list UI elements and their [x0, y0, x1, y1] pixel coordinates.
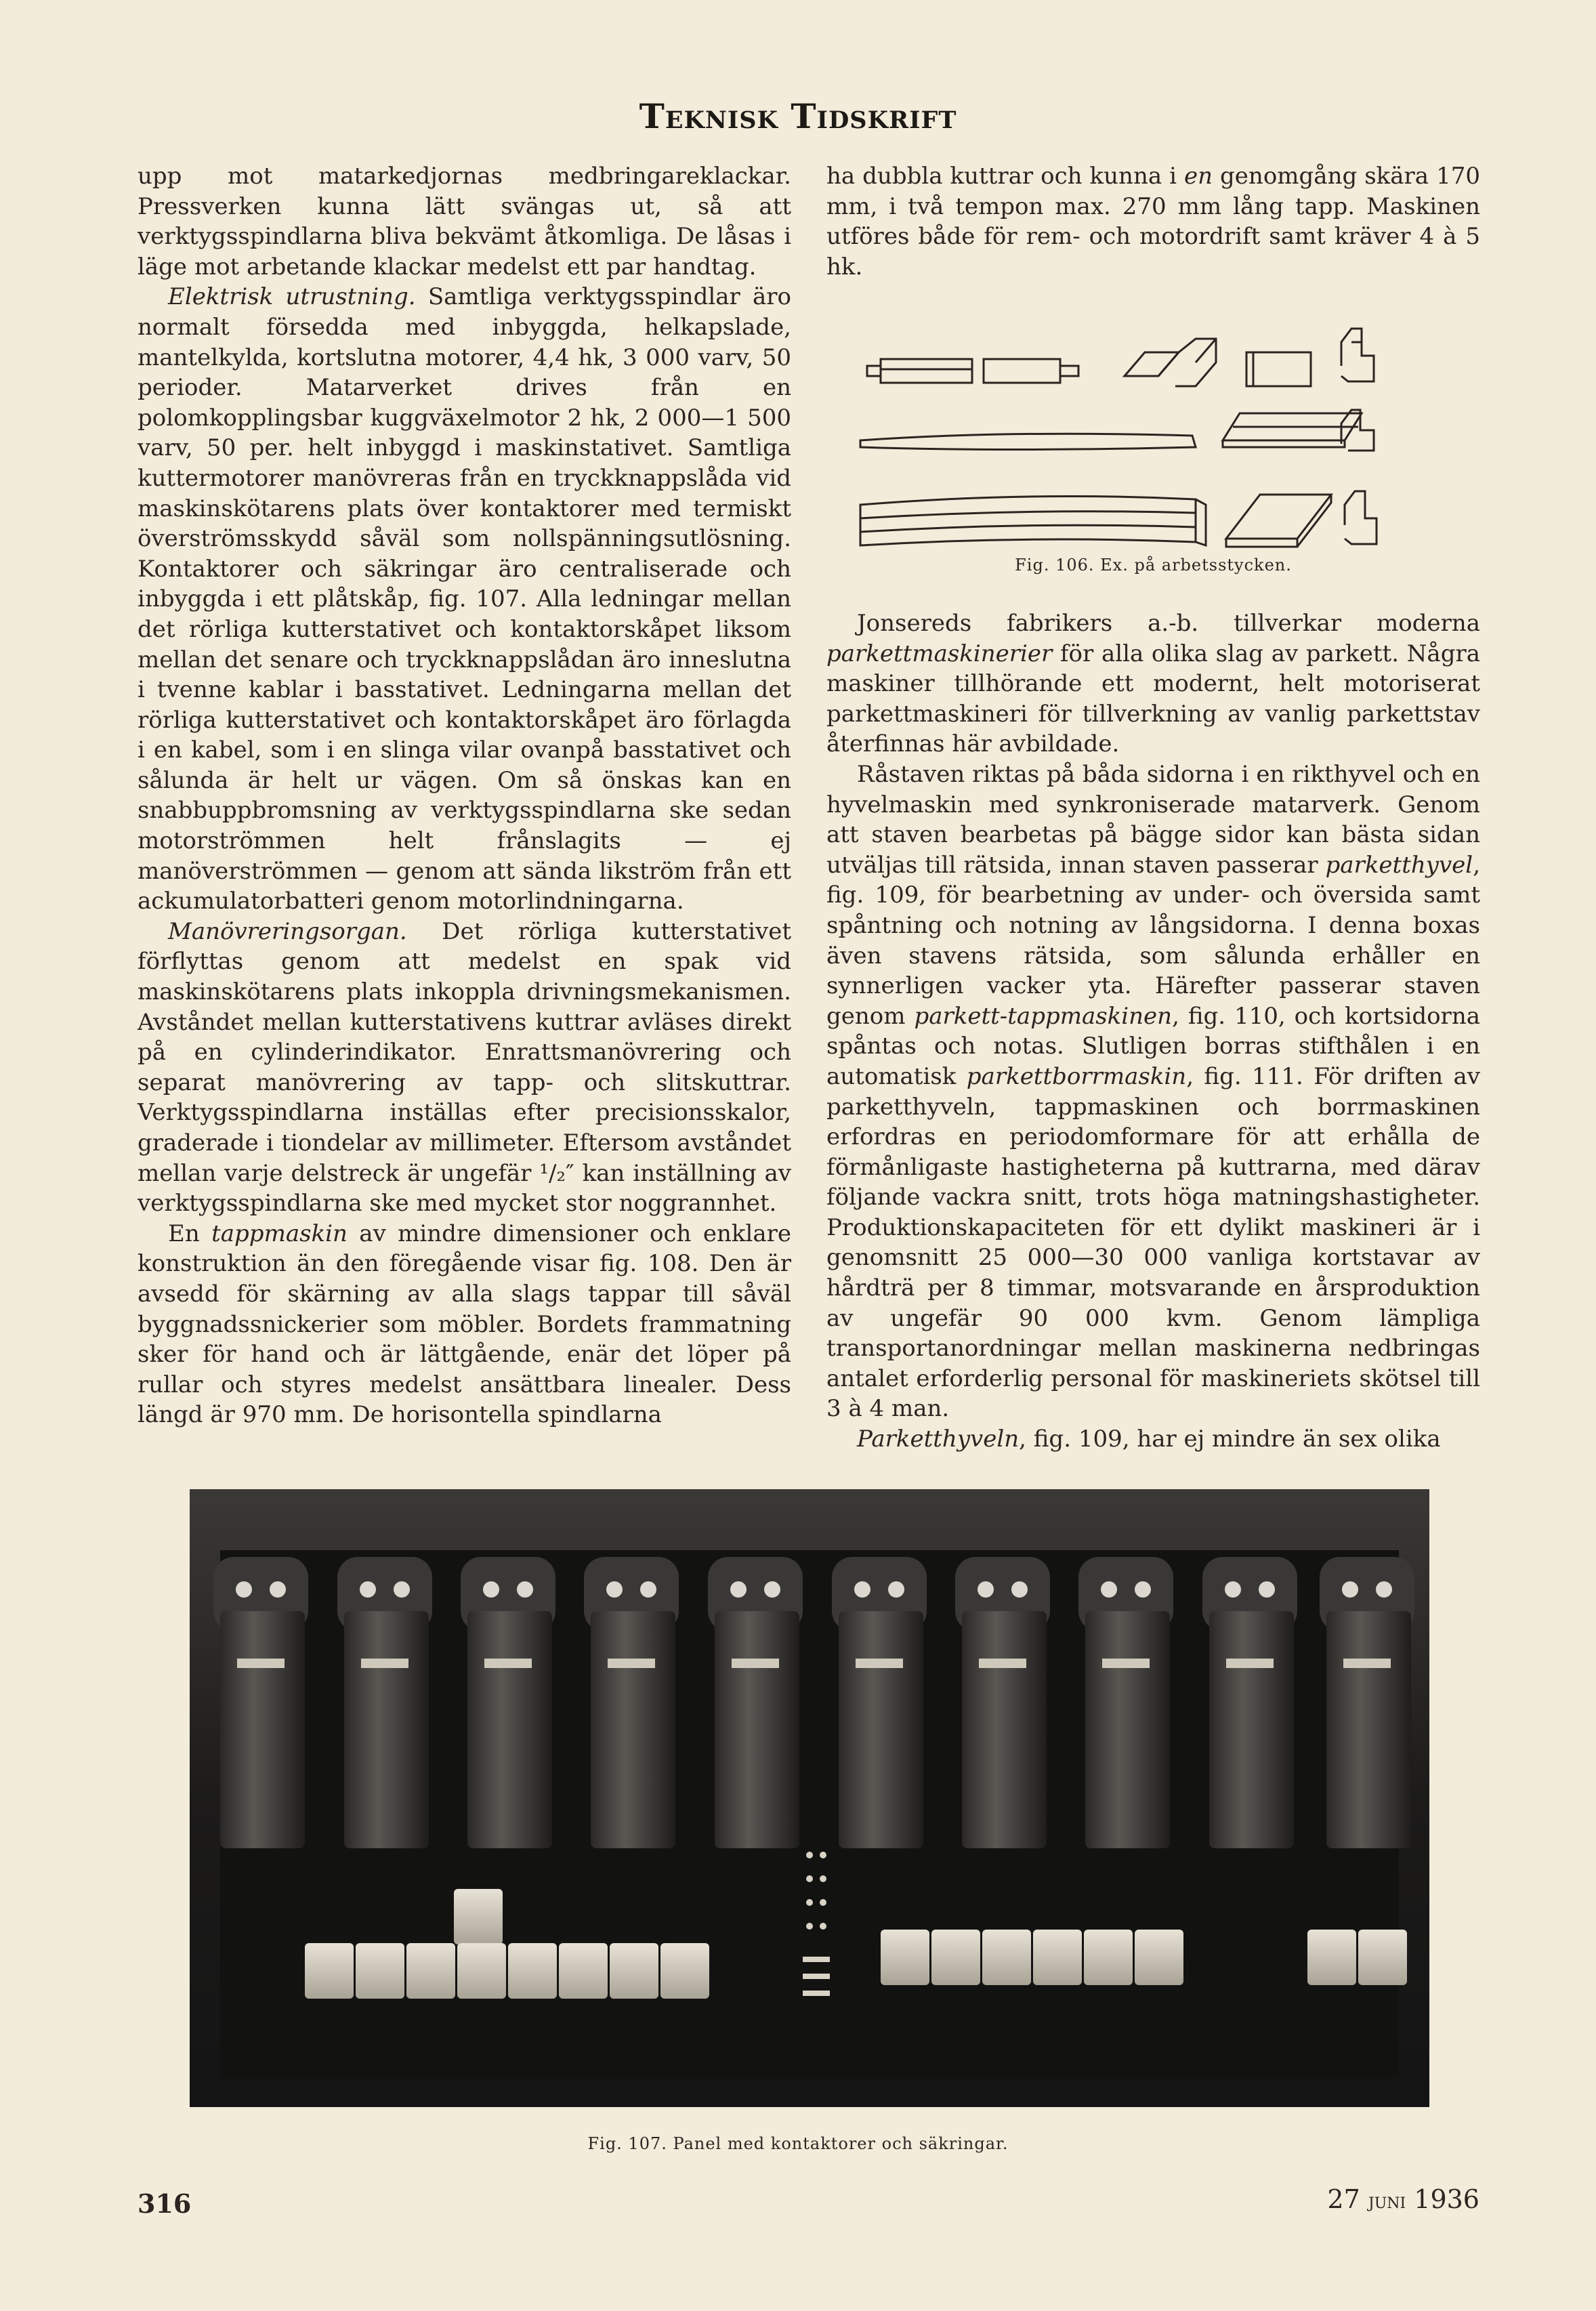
page-number: 316 [138, 2188, 192, 2219]
journal-title: Teknisk Tidskrift [639, 96, 957, 136]
left-paragraph-2-body: Samtliga verktygsspindlar äro normalt försedda med inbyggda, helkapslade, mantelkylda, kortslutna motorer, 4,4 hk, 3 000 varv, 50 perioder. Matarverket drives från en polomkopplingsbar kuggväxelmotor 2 hk, 2 000—1 500 varv, 50 per. helt inbyggd i maskinstativet. Samtliga kuttermotorer manövreras från en tryckknappslåda vid maskinskötarens plats över kontaktorer med termiskt överströmsskydd såväl som nollspänningsutlösning. Kontaktorer och säkringar äro centraliserade och inbyggda i ett plåtskåp, fig. 107. Alla ledningar mellan det rörliga kutterstativet och kontaktorskåpet liksom mellan det senare och tryckknappslådan äro inneslutna i tvenne kablar i basstativet. Ledningarna mellan det rörliga kutterstativet och kontaktorskåpet äro förlagda i en kabel, som i en slinga vilar ovanpå basstativet och sålunda är helt ur vägen. Om så önskas kan en snabbuppbromsning av verktygsspindlarna ske sedan motorströmmen helt frånslagits — ej manöverströmmen — genom att sända likström från ett ackumulatorbatteri genom motorlindningarna. [138, 283, 791, 915]
contactor-panel-image [190, 1489, 1429, 2107]
right-paragraph-3-c: , fig. 110, och kortsidorna spåntas och notas. Slutligen borras stifthålen i en automatisk [826, 1002, 1480, 1090]
figure-106-workpieces [826, 301, 1480, 579]
term-tappmaskin: tappmaskin [211, 1220, 348, 1247]
date-year: 1936 [1414, 2184, 1479, 2214]
right-paragraph-3-b: , fig. 109, för bearbetning av under- och översida samt spåntning och notning av långsidorna. I denna boxas även stavens rätsida, som sålunda erhåller en synnerligen vacker yta. Härefter passerar staven genom [826, 851, 1480, 1030]
workpiece-tenon-pair-icon [867, 359, 1078, 383]
right-paragraph-3-a: Råstaven riktas på båda sidorna i en rikthyvel och en hyvelmaskin med synkroniserade matarverk. Genom att staven bearbetas på bägge sidor kan bästa sidan utväljas till rätsida, innan staven passerar [826, 760, 1480, 879]
workpiece-stacked-staves-icon [860, 497, 1206, 546]
term-parketthyveln: Parketthyveln [857, 1425, 1020, 1453]
term-parkettmaskinerier: parkettmaskinerier [826, 640, 1053, 667]
right-paragraph-1-pre: ha dubbla kuttrar och kunna i [826, 163, 1184, 190]
workpiece-long-strip-icon [860, 434, 1196, 449]
date-month: juni [1368, 2188, 1406, 2213]
issue-date [1327, 2184, 1479, 2214]
right-paragraph-3-d: , fig. 111. För driften av parketthyveln, tappmaskinen och borrmaskinen erfordras en periodomformare för att erhålla de förmånligaste hastigheterna på kuttrarna, med därav följande vackra snitt, trots höga matningshastigheter. Produktionskapaciteten för ett dylikt maskineri är i genomsnitt 25 000—30 000 vanliga kortstavar av hårdträ per 8 timmar, motsvarande en årsproduktion av ungefär 90 000 kvm. Genom lämpliga transportanordningar mellan maskinerna nedbringas antalet erforderlig personal för maskineriets skötsel till 3 à 4 man. [826, 1062, 1480, 1423]
right-paragraph-2-b: för alla olika slag av parkett. Några maskiner tillhörande ett modernt, helt motoriserat parkettmaskineri för tillverkning av vanlig parkettstav återfinnas här avbildade. [826, 640, 1480, 758]
right-paragraph-2 [826, 608, 1480, 759]
date-day: 27 [1327, 2184, 1360, 2214]
right-paragraph-1 [826, 161, 1480, 282]
term-parketthyvel: parketthyvel [1325, 851, 1473, 879]
right-paragraph-3 [826, 759, 1480, 1424]
workpiece-small-angle-icon [1341, 410, 1374, 451]
workpiece-block-icon [1246, 352, 1311, 386]
term-parkettborrmaskin: parkettborrmaskin [966, 1062, 1187, 1090]
workpiece-step-angle-icon [1345, 491, 1377, 544]
term-parkett-tappmaskinen: parkett-tappmaskinen [914, 1002, 1173, 1030]
left-paragraph-2 [138, 282, 791, 916]
left-paragraph-3 [138, 917, 791, 1219]
right-paragraph-2-a: Jonsereds fabrikers a.-b. tillverkar moderna [857, 610, 1480, 637]
workpiece-angle-icon [1341, 329, 1374, 381]
left-paragraph-3-body: Det rörliga kutterstativet förflyttas genom att medelst en spak vid maskinskötarens plats inkoppla drivningsmekanismen. Avståndet mellan kutterstativens kuttrar avläses direkt på en cylinderindikator. Enrattsmanövrering och separat manövrering av tapp- och slitskuttrar. Verktygsspindlarna inställas efter precisionsskalor, graderade i tiondelar av millimeter. Eftersom avståndet mellan varje delstreck är ungefär ¹/₂″ kan inställning av verktygsspindlarna ske med mycket stor noggrannhet. [138, 917, 791, 1217]
section-heading-elektrisk: Elektrisk utrustning. [168, 283, 416, 311]
left-paragraph-4-pre: En [168, 1220, 212, 1247]
workpiece-corner-joint-icon [1125, 339, 1216, 386]
left-column [138, 161, 791, 1430]
figure-107-photo [190, 1489, 1429, 2107]
right-column-top [826, 161, 1480, 282]
figure-107-caption: Fig. 107. Panel med kontaktorer och säkringar. [587, 2134, 1009, 2153]
left-paragraph-1: upp mot matarkedjornas medbringareklackar. Pressverken kunna lätt svängas ut, så att verktygsspindlarna bliva bekvämt åtkomliga. De låsas i läge mot arbetande klackar medelst ett par handtag. [138, 163, 791, 280]
section-heading-manovrering: Manövreringsorgan. [168, 917, 407, 945]
left-paragraph-4 [138, 1219, 791, 1430]
workpiece-panel-icon [1226, 495, 1331, 547]
right-column-bottom [826, 608, 1480, 1455]
right-paragraph-4 [826, 1424, 1480, 1455]
right-paragraph-1-body: genomgång skära 170 mm, i två tempon max. 270 mm lång tapp. Maskinen utföres både för rem- och motordrift samt kräver 4 à 5 hk. [826, 163, 1480, 280]
figure-106-caption: Fig. 106. Ex. på arbetsstycken. [1015, 556, 1292, 575]
left-paragraph-4-body: av mindre dimensioner och enklare konstruktion än den föregående visar fig. 108. Den är avsedd för skärning av alla slags tappar till såväl byggnadssnickerier som möbler. Bordets frammatning sker för hand och är lättgående, enär det löper på rullar och styres medelst ansättbara linealer. Dess längd är 970 mm. De horisontella spindlarna [138, 1220, 791, 1429]
right-paragraph-4-body: , fig. 109, har ej mindre än sex olika [1019, 1425, 1441, 1453]
term-en: en [1184, 163, 1213, 190]
